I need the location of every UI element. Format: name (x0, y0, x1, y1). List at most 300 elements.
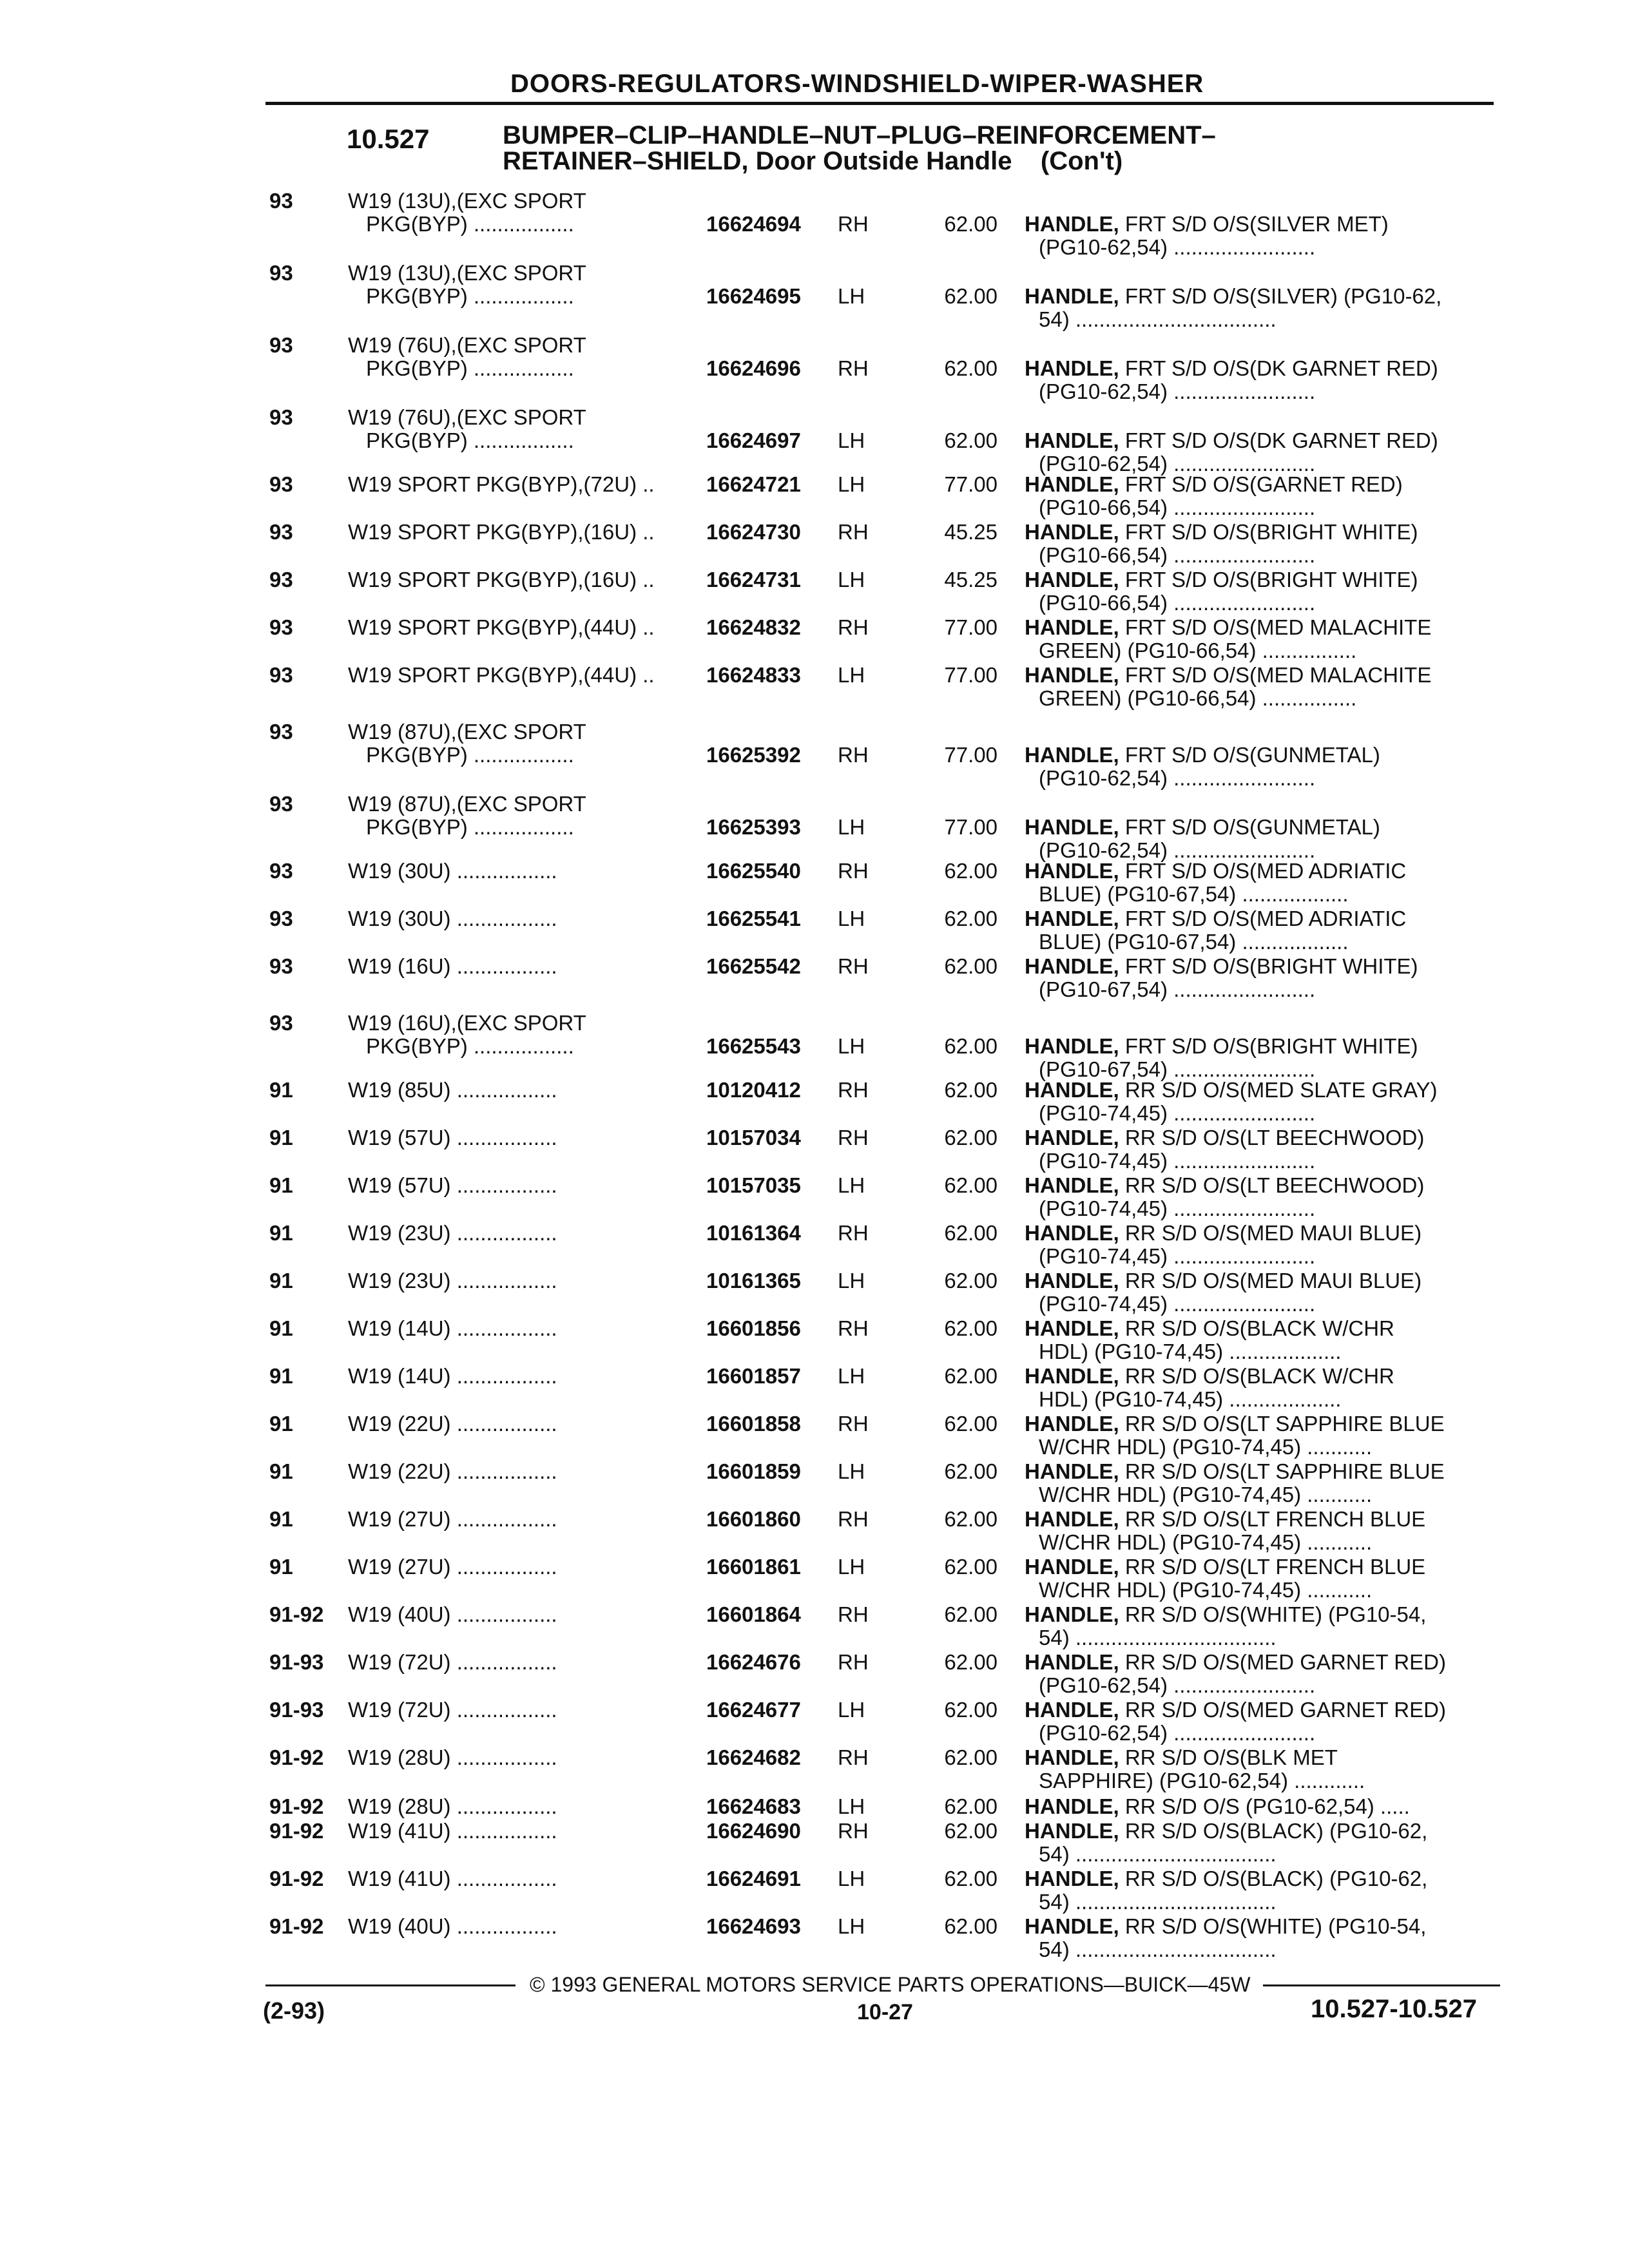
year-cell: 93 (269, 859, 293, 883)
year-cell: 93 (269, 1011, 293, 1035)
year-cell: 93 (269, 568, 293, 591)
list-item (0, 1317, 1629, 1369)
description-keyword: HANDLE, (1025, 859, 1119, 883)
description-cont: HDL) (PG10-74,45) ................... (1039, 1340, 1342, 1363)
description-cont: W/CHR HDL) (PG10-74,45) ........... (1039, 1483, 1373, 1506)
description-cell (1025, 1746, 1338, 1769)
description-text: FRT S/D O/S(GUNMETAL) (1119, 815, 1380, 839)
year-cell: 93 (269, 189, 293, 213)
description-cell (1025, 1269, 1422, 1292)
list-item (0, 664, 1629, 715)
description-keyword: HANDLE, (1025, 472, 1119, 496)
description-keyword: HANDLE, (1025, 1867, 1119, 1890)
part-number-cell: 16625540 (706, 859, 801, 883)
description-cell (1025, 1508, 1425, 1530)
list-item (0, 720, 1629, 790)
model-cell: W19 (76U),(EXC SPORT (348, 333, 586, 357)
year-cell: 91-92 (269, 1602, 324, 1626)
list-item (0, 1269, 1629, 1321)
part-number-cell: 16601860 (706, 1507, 801, 1531)
price-cell: 62.00 (944, 1602, 998, 1626)
description-cell (1025, 1365, 1394, 1387)
description-text: FRT S/D O/S(MED MALACHITE (1119, 663, 1432, 687)
list-item (0, 521, 1629, 572)
list-item (0, 333, 1629, 403)
year-cell: 91 (269, 1364, 293, 1388)
model-cell: W19 (23U) ................. (348, 1221, 557, 1245)
description-cont: (PG10-74,45) ........................ (1039, 1292, 1316, 1316)
model-cell: W19 (14U) ................. (348, 1316, 557, 1340)
description-text: RR S/D O/S(BLACK W/CHR (1119, 1364, 1394, 1388)
part-number-cell: 10161365 (706, 1269, 801, 1293)
price-cell: 62.00 (944, 1221, 998, 1245)
model-cell: W19 (41U) ................. (348, 1819, 557, 1843)
part-number-cell: 16601856 (706, 1316, 801, 1340)
price-cell: 62.00 (944, 212, 998, 236)
side-cell: RH (838, 743, 869, 767)
part-number-cell: 16624683 (706, 1794, 801, 1818)
model-cell: W19 SPORT PKG(BYP),(44U) .. (348, 615, 655, 639)
year-cell: 91-92 (269, 1794, 324, 1818)
model-cell-cont: PKG(BYP) ................. (366, 356, 574, 380)
description-keyword: HANDLE, (1025, 1507, 1119, 1531)
model-cell: W19 (27U) ................. (348, 1507, 557, 1531)
description-keyword: HANDLE, (1025, 1459, 1119, 1483)
description-text: RR S/D O/S(BLACK) (PG10-62, (1119, 1867, 1428, 1890)
price-cell: 77.00 (944, 815, 998, 839)
description-text: RR S/D O/S(BLK MET (1119, 1745, 1338, 1769)
description-keyword: HANDLE, (1025, 1698, 1119, 1722)
footer-page-number: 10-27 (857, 2000, 913, 2024)
model-cell: W19 (41U) ................. (348, 1867, 557, 1890)
price-cell: 62.00 (944, 1555, 998, 1579)
price-cell: 62.00 (944, 1412, 998, 1436)
side-cell: LH (838, 815, 865, 839)
part-number-cell: 16601864 (706, 1602, 801, 1626)
description-cont: 54) .................................. (1039, 307, 1277, 331)
description-text: RR S/D O/S(WHITE) (PG10-54, (1119, 1602, 1427, 1626)
price-cell: 62.00 (944, 1867, 998, 1890)
description-keyword: HANDLE, (1025, 907, 1119, 930)
price-cell: 62.00 (944, 1034, 998, 1058)
part-number-cell: 16624676 (706, 1650, 801, 1674)
description-cell (1025, 1698, 1446, 1721)
description-cont: 54) .................................. (1039, 1937, 1277, 1961)
part-number-cell: 16624731 (706, 568, 801, 591)
description-cell (1025, 1820, 1427, 1842)
year-cell: 93 (269, 472, 293, 496)
model-cell: W19 (16U),(EXC SPORT (348, 1011, 586, 1035)
part-number-cell: 16601857 (706, 1364, 801, 1388)
price-cell: 77.00 (944, 663, 998, 687)
price-cell: 62.00 (944, 1745, 998, 1769)
model-cell: W19 (22U) ................. (348, 1412, 557, 1436)
model-cell: W19 SPORT PKG(BYP),(44U) .. (348, 663, 655, 687)
model-cell: W19 (85U) ................. (348, 1078, 557, 1102)
list-item (0, 473, 1629, 524)
description-cell (1025, 1317, 1394, 1340)
description-keyword: HANDLE, (1025, 615, 1119, 639)
description-text: RR S/D O/S(LT FRENCH BLUE (1119, 1555, 1426, 1579)
description-cont: (PG10-66,54) ........................ (1039, 591, 1316, 615)
side-cell: LH (838, 1459, 865, 1483)
model-cell: W19 SPORT PKG(BYP),(16U) .. (348, 520, 655, 544)
description-text: FRT S/D O/S(MED ADRIATIC (1119, 859, 1407, 883)
description-keyword: HANDLE, (1025, 1794, 1119, 1818)
list-item (0, 405, 1629, 476)
part-number-cell: 16625542 (706, 954, 801, 978)
description-cell (1025, 1222, 1422, 1244)
price-cell: 77.00 (944, 615, 998, 639)
description-keyword: HANDLE, (1025, 1269, 1119, 1293)
side-cell: LH (838, 1914, 865, 1938)
side-cell: RH (838, 1745, 869, 1769)
price-cell: 62.00 (944, 1173, 998, 1197)
description-keyword: HANDLE, (1025, 1914, 1119, 1938)
model-cell: W19 (28U) ................. (348, 1794, 557, 1818)
price-cell: 62.00 (944, 1078, 998, 1102)
part-number-cell: 16624690 (706, 1819, 801, 1843)
section-title-line2-wrap (503, 148, 1216, 174)
model-cell: W19 (13U),(EXC SPORT (348, 261, 586, 285)
model-cell: W19 (27U) ................. (348, 1555, 557, 1579)
side-cell: LH (838, 1269, 865, 1293)
description-text: FRT S/D O/S(MED MALACHITE (1119, 615, 1432, 639)
description-cell (1025, 1603, 1426, 1626)
description-cont: (PG10-62,54) ........................ (1039, 1673, 1316, 1697)
description-text: FRT S/D O/S(BRIGHT WHITE) (1119, 568, 1418, 591)
description-cont: (PG10-74,45) ........................ (1039, 1196, 1316, 1220)
description-keyword: HANDLE, (1025, 1602, 1119, 1626)
list-item (0, 1746, 1629, 1798)
description-cont: (PG10-62,54) ........................ (1039, 1721, 1316, 1745)
side-cell: LH (838, 1794, 865, 1818)
description-text: RR S/D O/S(BLACK) (PG10-62, (1119, 1819, 1428, 1843)
model-cell: W19 (30U) ................. (348, 859, 557, 883)
list-item (0, 1365, 1629, 1416)
year-cell: 93 (269, 261, 293, 285)
description-keyword: HANDLE, (1025, 1364, 1119, 1388)
year-cell: 93 (269, 663, 293, 687)
description-text: FRT S/D O/S(BRIGHT WHITE) (1119, 1034, 1418, 1058)
section-title-line2: RETAINER–SHIELD, Door Outside Handle (503, 147, 1012, 175)
part-number-cell: 16625541 (706, 907, 801, 930)
description-text: FRT S/D O/S(SILVER MET) (1119, 212, 1389, 236)
description-text: RR S/D O/S(LT SAPPHIRE BLUE (1119, 1412, 1445, 1436)
part-number-cell: 16624832 (706, 615, 801, 639)
list-item (0, 1603, 1629, 1655)
description-cell (1025, 1079, 1438, 1101)
footer-rule-right (1263, 1984, 1500, 1986)
description-text: FRT S/D O/S(BRIGHT WHITE) (1119, 954, 1418, 978)
model-cell: W19 SPORT PKG(BYP),(16U) .. (348, 568, 655, 591)
part-number-cell: 16624695 (706, 284, 801, 308)
side-cell: RH (838, 1316, 869, 1340)
part-number-cell: 10120412 (706, 1078, 801, 1102)
header-rule (265, 102, 1494, 105)
description-text: FRT S/D O/S(SILVER) (PG10-62, (1119, 284, 1442, 308)
side-cell: LH (838, 568, 865, 591)
description-cell (1025, 1795, 1410, 1818)
description-keyword: HANDLE, (1025, 212, 1119, 236)
model-cell: W19 (87U),(EXC SPORT (348, 792, 586, 816)
year-cell: 91-92 (269, 1819, 324, 1843)
part-number-cell: 10157035 (706, 1173, 801, 1197)
description-text: RR S/D O/S(MED GARNET RED) (1119, 1650, 1446, 1674)
year-cell: 91-93 (269, 1650, 324, 1674)
footer-date: (2-93) (263, 1997, 325, 2024)
model-cell-cont: PKG(BYP) ................. (366, 743, 574, 767)
side-cell: RH (838, 954, 869, 978)
list-item (0, 1508, 1629, 1559)
year-cell: 91-92 (269, 1867, 324, 1890)
list-item (0, 1915, 1629, 1966)
description-keyword: HANDLE, (1025, 1412, 1119, 1436)
list-item (0, 1011, 1629, 1081)
model-cell-cont: PKG(BYP) ................. (366, 212, 574, 236)
side-cell: LH (838, 1034, 865, 1058)
description-cell (1025, 1412, 1445, 1435)
description-keyword: HANDLE, (1025, 1078, 1119, 1102)
description-cell (1025, 744, 1380, 766)
side-cell: RH (838, 1602, 869, 1626)
year-cell: 91 (269, 1507, 293, 1531)
description-text: RR S/D O/S(WHITE) (PG10-54, (1119, 1914, 1427, 1938)
list-item (0, 1079, 1629, 1130)
description-cell (1025, 521, 1418, 543)
section-title-line1: BUMPER–CLIP–HANDLE–NUT–PLUG–REINFORCEMENT– (503, 121, 1216, 149)
side-cell: LH (838, 1698, 865, 1722)
part-number-cell: 16625543 (706, 1034, 801, 1058)
side-cell: RH (838, 1412, 869, 1436)
description-cont: 54) .................................. (1039, 1626, 1277, 1649)
side-cell: RH (838, 1221, 869, 1245)
description-cont: (PG10-62,54) ........................ (1039, 452, 1316, 476)
model-cell: W19 (16U) ................. (348, 954, 557, 978)
price-cell: 45.25 (944, 520, 998, 544)
year-cell: 91 (269, 1555, 293, 1579)
description-text: RR S/D O/S(LT SAPPHIRE BLUE (1119, 1459, 1445, 1483)
model-cell: W19 (40U) ................. (348, 1914, 557, 1938)
description-cont: W/CHR HDL) (PG10-74,45) ........... (1039, 1435, 1373, 1459)
year-cell: 93 (269, 615, 293, 639)
side-cell: RH (838, 212, 869, 236)
list-item (0, 616, 1629, 668)
price-cell: 62.00 (944, 1364, 998, 1388)
description-text: FRT S/D O/S(DK GARNET RED) (1119, 428, 1438, 452)
description-cell (1025, 1915, 1426, 1937)
part-number-cell: 16624691 (706, 1867, 801, 1890)
description-keyword: HANDLE, (1025, 743, 1119, 767)
description-cell (1025, 473, 1403, 495)
year-cell: 91 (269, 1221, 293, 1245)
year-cell: 93 (269, 520, 293, 544)
description-cont: (PG10-67,54) ........................ (1039, 1057, 1316, 1081)
part-number-cell: 16624696 (706, 356, 801, 380)
description-cell (1025, 1460, 1445, 1483)
side-cell: LH (838, 428, 865, 452)
model-cell: W19 (28U) ................. (348, 1745, 557, 1769)
side-cell: RH (838, 520, 869, 544)
side-cell: RH (838, 1819, 869, 1843)
description-text: RR S/D O/S(LT BEECHWOOD) (1119, 1173, 1425, 1197)
side-cell: LH (838, 663, 865, 687)
description-cont: BLUE) (PG10-67,54) .................. (1039, 930, 1349, 954)
price-cell: 62.00 (944, 356, 998, 380)
description-keyword: HANDLE, (1025, 815, 1119, 839)
description-cont: SAPPHIRE) (PG10-62,54) ............ (1039, 1769, 1365, 1792)
year-cell: 93 (269, 405, 293, 429)
side-cell: LH (838, 284, 865, 308)
price-cell: 62.00 (944, 1316, 998, 1340)
description-cell (1025, 285, 1441, 307)
description-cont: (PG10-62,54) ........................ (1039, 235, 1316, 259)
part-number-cell: 16601861 (706, 1555, 801, 1579)
model-cell: W19 (13U),(EXC SPORT (348, 189, 586, 213)
list-item (0, 189, 1629, 259)
list-item (0, 1222, 1629, 1273)
side-cell: RH (838, 1507, 869, 1531)
list-item (0, 1651, 1629, 1702)
year-cell: 91 (269, 1078, 293, 1102)
description-cell (1025, 816, 1380, 838)
price-cell: 62.00 (944, 1507, 998, 1531)
model-cell: W19 (23U) ................. (348, 1269, 557, 1293)
description-cell (1025, 568, 1418, 591)
year-cell: 91-92 (269, 1745, 324, 1769)
model-cell: W19 (76U),(EXC SPORT (348, 405, 586, 429)
description-text: RR S/D O/S (PG10-62,54) ..... (1119, 1794, 1410, 1818)
description-text: RR S/D O/S(MED MAUI BLUE) (1119, 1269, 1422, 1293)
price-cell: 45.25 (944, 568, 998, 591)
price-cell: 62.00 (944, 1914, 998, 1938)
side-cell: RH (838, 615, 869, 639)
description-cont: (PG10-62,54) ........................ (1039, 838, 1316, 862)
description-cont: (PG10-74,45) ........................ (1039, 1101, 1316, 1125)
description-cont: (PG10-62,54) ........................ (1039, 380, 1316, 403)
description-cell (1025, 1555, 1425, 1578)
description-cont: HDL) (PG10-74,45) ................... (1039, 1387, 1342, 1411)
year-cell: 91 (269, 1412, 293, 1436)
description-text: FRT S/D O/S(MED ADRIATIC (1119, 907, 1407, 930)
list-item (0, 1820, 1629, 1871)
part-number-cell: 16624697 (706, 428, 801, 452)
part-number-cell: 16624694 (706, 212, 801, 236)
description-keyword: HANDLE, (1025, 1221, 1119, 1245)
description-cell (1025, 1867, 1427, 1890)
price-cell: 62.00 (944, 428, 998, 452)
description-cell (1025, 357, 1438, 380)
price-cell: 62.00 (944, 1650, 998, 1674)
price-cell: 62.00 (944, 907, 998, 930)
description-keyword: HANDLE, (1025, 520, 1119, 544)
description-cont: GREEN) (PG10-66,54) ................ (1039, 639, 1357, 662)
side-cell: LH (838, 907, 865, 930)
price-cell: 62.00 (944, 859, 998, 883)
description-keyword: HANDLE, (1025, 284, 1119, 308)
year-cell: 91-93 (269, 1698, 324, 1722)
description-keyword: HANDLE, (1025, 954, 1119, 978)
description-keyword: HANDLE, (1025, 1034, 1119, 1058)
year-cell: 91 (269, 1459, 293, 1483)
description-cont: W/CHR HDL) (PG10-74,45) ........... (1039, 1530, 1373, 1554)
price-cell: 62.00 (944, 284, 998, 308)
list-item (0, 1460, 1629, 1512)
list-item (0, 792, 1629, 862)
price-cell: 62.00 (944, 1126, 998, 1149)
list-item (0, 955, 1629, 1006)
list-item (0, 1174, 1629, 1225)
list-item (0, 261, 1629, 331)
year-cell: 93 (269, 720, 293, 744)
model-cell: W19 (72U) ................. (348, 1650, 557, 1674)
side-cell: RH (838, 1650, 869, 1674)
model-cell: W19 SPORT PKG(BYP),(72U) .. (348, 472, 655, 496)
description-keyword: HANDLE, (1025, 428, 1119, 452)
part-number-cell: 16624677 (706, 1698, 801, 1722)
description-cell (1025, 616, 1431, 639)
description-keyword: HANDLE, (1025, 1555, 1119, 1579)
part-number-cell: 16624730 (706, 520, 801, 544)
side-cell: RH (838, 859, 869, 883)
model-cell: W19 (87U),(EXC SPORT (348, 720, 586, 744)
model-cell-cont: PKG(BYP) ................. (366, 428, 574, 452)
description-text: RR S/D O/S(LT FRENCH BLUE (1119, 1507, 1426, 1531)
description-cont: (PG10-74,45) ........................ (1039, 1149, 1316, 1173)
part-number-cell: 16624721 (706, 472, 801, 496)
model-cell-cont: PKG(BYP) ................. (366, 1034, 574, 1058)
price-cell: 62.00 (944, 1698, 998, 1722)
year-cell: 91-92 (269, 1914, 324, 1938)
description-keyword: HANDLE, (1025, 568, 1119, 591)
part-number-cell: 16624833 (706, 663, 801, 687)
part-number-cell: 16624693 (706, 1914, 801, 1938)
page-header-title: DOORS-REGULATORS-WINDSHIELD-WIPER-WASHER (510, 70, 1204, 98)
description-cont: GREEN) (PG10-66,54) ................ (1039, 686, 1357, 710)
year-cell: 91 (269, 1126, 293, 1149)
description-cont: (PG10-66,54) ........................ (1039, 543, 1316, 567)
year-cell: 91 (269, 1269, 293, 1293)
description-cell (1025, 955, 1418, 977)
description-cont: 54) .................................. (1039, 1842, 1277, 1866)
part-number-cell: 16625393 (706, 815, 801, 839)
description-keyword: HANDLE, (1025, 663, 1119, 687)
description-keyword: HANDLE, (1025, 1173, 1119, 1197)
description-keyword: HANDLE, (1025, 1819, 1119, 1843)
description-text: RR S/D O/S(MED MAUI BLUE) (1119, 1221, 1422, 1245)
description-cell (1025, 1035, 1418, 1057)
side-cell: LH (838, 1867, 865, 1890)
list-item (0, 860, 1629, 911)
list-item (0, 907, 1629, 959)
description-cell (1025, 1174, 1424, 1196)
model-cell: W19 (40U) ................. (348, 1602, 557, 1626)
model-cell: W19 (14U) ................. (348, 1364, 557, 1388)
price-cell: 62.00 (944, 1269, 998, 1293)
model-cell-cont: PKG(BYP) ................. (366, 284, 574, 308)
year-cell: 93 (269, 792, 293, 816)
description-text: FRT S/D O/S(BRIGHT WHITE) (1119, 520, 1418, 544)
part-number-cell: 16624682 (706, 1745, 801, 1769)
list-item (0, 1126, 1629, 1178)
model-cell-cont: PKG(BYP) ................. (366, 815, 574, 839)
section-number: 10.527 (347, 124, 430, 154)
description-keyword: HANDLE, (1025, 356, 1119, 380)
description-cont: (PG10-67,54) ........................ (1039, 977, 1316, 1001)
part-number-cell: 16601859 (706, 1459, 801, 1483)
price-cell: 77.00 (944, 472, 998, 496)
footer-rule-left (265, 1984, 516, 1986)
